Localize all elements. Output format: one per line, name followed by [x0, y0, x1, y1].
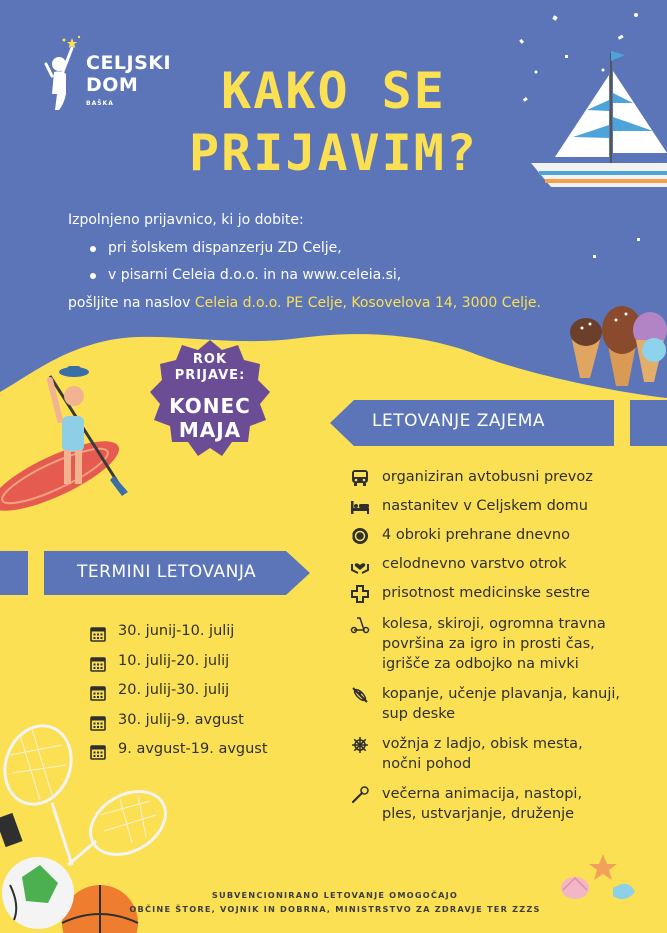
list-item [350, 614, 650, 684]
item-text: 4 obroki prehrane dnevno [382, 527, 570, 543]
list-item [350, 684, 650, 734]
intro-bullets [68, 235, 628, 290]
includes-heading: LETOVANJE ZAJEMA [372, 411, 546, 431]
deadline-text [150, 352, 270, 442]
medical-cross-icon [350, 585, 370, 603]
application-instructions [68, 207, 628, 317]
item-text: nastanitev v Celjskem domu [382, 498, 588, 514]
sailboat-illustration [525, 45, 667, 195]
caring-hands-icon [350, 556, 370, 574]
date-text: 9. avgust-19. avgust [118, 741, 268, 757]
list-item [350, 784, 650, 830]
list-item [350, 525, 650, 554]
date-item [90, 647, 268, 677]
item-text: nočni pohod [382, 756, 472, 772]
ice-cream-illustration [570, 300, 667, 390]
footer-line2: OBČINE ŠTORE, VOJNIK IN DOBRNA, MINISTRSTVO ZA ZDRAVJE TER ZZZS [129, 904, 541, 914]
intro-lead: Izpolnjeno prijavnico, ki jo dobite: [68, 212, 304, 228]
item-text: kopanje, učenje plavanja, kanuji, [382, 686, 621, 702]
footer [100, 888, 570, 916]
bed-icon [350, 498, 370, 516]
item-text: sup deske [382, 706, 456, 722]
item-text: organiziran avtobusni prevoz [382, 469, 593, 485]
title-line1: KAKO SE [221, 62, 446, 120]
plate-icon [350, 527, 370, 545]
item-text: igrišče za odbojko na mivki [382, 656, 579, 672]
scooter-icon [350, 616, 370, 634]
item-text: kolesa, skiroji, ogromna travna [382, 616, 606, 632]
item-text: ples, ustvarjanje, druženje [382, 806, 575, 822]
intro-bullet: pri šolskem dispanzerju ZD Celje, [90, 235, 628, 263]
mailing-address: Celeia d.o.o. PE Celje, Kosovelova 14, 3000 Celje. [194, 294, 541, 311]
terms-heading: TERMINI LETOVANJA [77, 562, 257, 582]
list-item [350, 496, 650, 525]
item-text: prisotnost medicinske sestre [382, 585, 590, 601]
deadline-line3: KONEC [169, 394, 251, 418]
logo-subtitle: BAŠKA [86, 100, 114, 107]
deadline-line2: PRIJAVE: [174, 368, 246, 383]
ship-wheel-icon [350, 736, 370, 754]
send-line [68, 290, 628, 318]
deadline-line1: ROK [192, 352, 228, 367]
item-text: vožnja z ladjo, obisk mesta, [382, 736, 583, 752]
item-text: celodnevno varstvo otrok [382, 556, 567, 572]
logo-line1: CELJSKI [86, 52, 172, 74]
item-text: večerna animacija, nastopi, [382, 786, 583, 802]
list-item [350, 554, 650, 583]
footer-line1: SUBVENCIONIRANO LETOVANJE OMOGOČAJO [211, 890, 459, 900]
deadline-line4: MAJA [178, 418, 242, 442]
list-item [350, 583, 650, 614]
date-item [90, 676, 268, 706]
microphone-icon [350, 786, 370, 804]
logo-line2: DOM [86, 74, 139, 96]
date-text: 20. julij-30. julij [118, 682, 230, 698]
date-item [90, 617, 268, 647]
bus-icon [350, 469, 370, 487]
list-item [350, 734, 650, 784]
item-text: površina za igro in prosti čas, [382, 636, 595, 652]
intro-bullet: v pisarni Celeia d.o.o. in na www.celeia.si, [90, 262, 628, 290]
send-prefix: pošljite na naslov [68, 294, 191, 311]
paddleboarder-illustration [0, 358, 140, 518]
date-text: 30. julij-9. avgust [118, 711, 244, 728]
list-item [350, 467, 650, 496]
kayak-icon [350, 686, 370, 704]
title-line2: PRIJAVIM? [189, 124, 478, 182]
includes-list [350, 467, 650, 830]
date-text: 30. junij-10. julij [118, 623, 235, 639]
date-text: 10. julij-20. julij [118, 652, 230, 669]
